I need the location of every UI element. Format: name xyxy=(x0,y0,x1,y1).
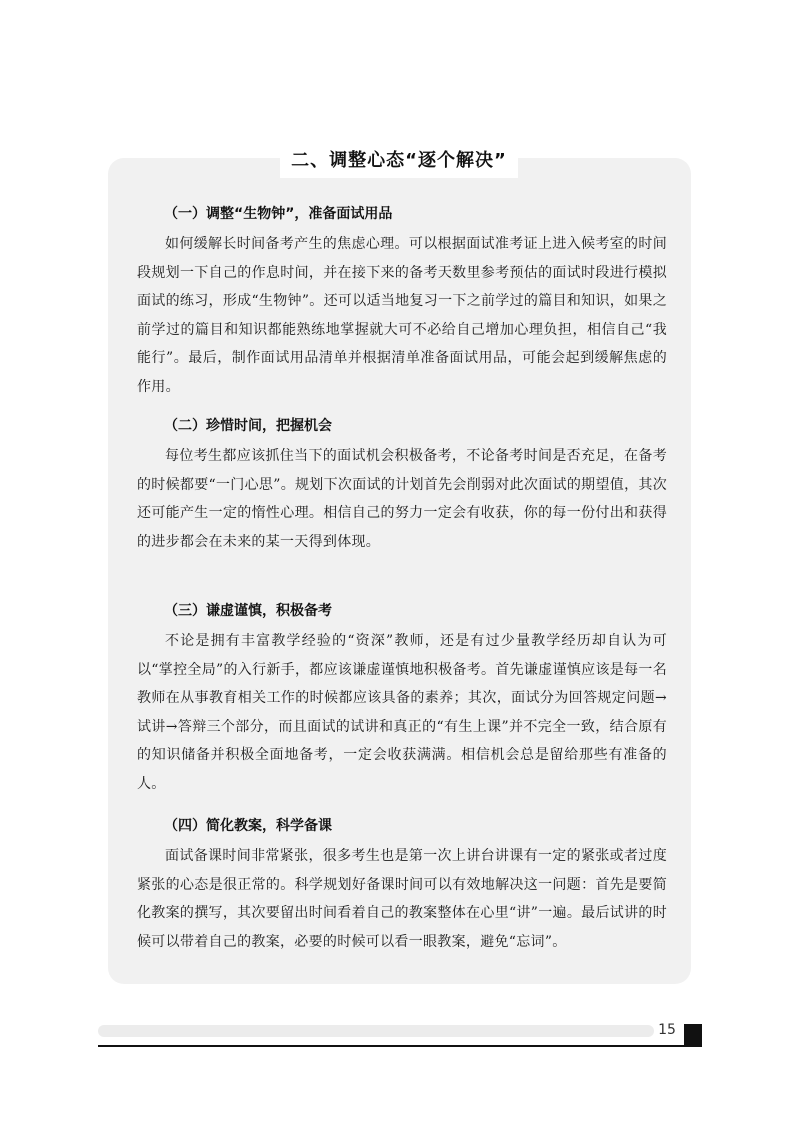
section-body: 每位考生都应该抓住当下的面试机会积极备考，不论备考时间是否充足，在备考的时候都要“一门心思”。规划下次面试的计划首先会削弱对此次面试的期望值，其次还可能产生一定的惰性心理。相信自己的努力一定会有收获，你的每一份付出和获得的进步都会在未来的某一天得到体现。 xyxy=(137,448,667,550)
section-title: 二、调整心态“逐个解决” xyxy=(280,144,518,178)
footer-bar xyxy=(98,1025,654,1037)
section-body: 不论是拥有丰富教学经验的“资深”教师，还是有过少量教学经历却自认为可以“掌控全局”的入行新手，都应该谦虚谨慎地积极备考。首先谦虚谨慎应该是每一名教师在从事教育相关工作的时候都应该具备的素养；其次，面试分为回答规定问题→试讲→答辩三个部分，而且面试的试讲和真正的“有生上课”并不完全一致，结合原有的知识储备并积极全面地备考，一定会收获满满。相信机会总是留给那些有准备的人。 xyxy=(137,633,667,792)
section-heading: （四）简化教案，科学备课 xyxy=(164,818,332,834)
footer-rule xyxy=(98,1045,702,1047)
section-heading: （二）珍惜时间，把握机会 xyxy=(164,418,332,434)
section-2 xyxy=(137,416,667,556)
page-marker xyxy=(684,1024,702,1046)
section-1 xyxy=(137,204,667,401)
section-heading: （一）调整“生物钟”，准备面试用品 xyxy=(164,206,393,222)
section-heading: （三）谦虚谨慎，积极备考 xyxy=(164,603,332,619)
section-3 xyxy=(137,601,667,798)
page-number: 15 xyxy=(658,1022,676,1038)
section-4 xyxy=(137,816,667,956)
section-body: 面试备课时间非常紧张，很多考生也是第一次上讲台讲课有一定的紧张或者过度紧张的心态是很正常的。科学规划好备课时间可以有效地解决这一问题：首先是要简化教案的撰写，其次要留出时间看着自己的教案整体在心里“讲”一遍。最后试讲的时候可以带着自己的教案，必要的时候可以看一眼教案，避免“忘词”。 xyxy=(137,848,667,950)
section-body: 如何缓解长时间备考产生的焦虑心理。可以根据面试准考证上进入候考室的时间段规划一下自己的作息时间，并在接下来的备考天数里参考预估的面试时段进行模拟面试的练习，形成“生物钟”。还可以适当地复习一下之前学过的篇目和知识，如果之前学过的篇目和知识都能熟练地掌握就大可不必给自己增加心理负担，相信自己“我能行”。最后，制作面试用品清单并根据清单准备面试用品，可能会起到缓解焦虑的作用。 xyxy=(137,236,667,395)
